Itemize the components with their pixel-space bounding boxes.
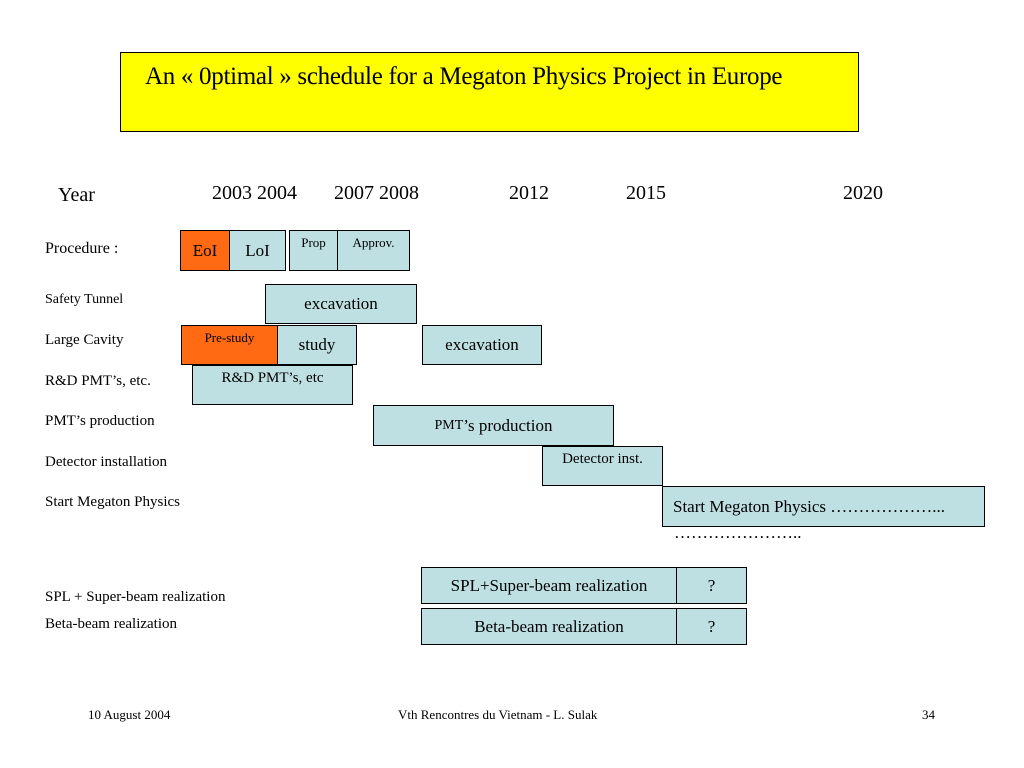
pmt-suffix: ’s production [463, 415, 553, 435]
bar-prestudy: Pre-study [181, 325, 278, 365]
row-label-large-cavity: Large Cavity [45, 332, 124, 348]
year-2015: 2015 [626, 182, 666, 204]
row-label-safety-tunnel: Safety Tunnel [45, 292, 124, 307]
bar-tunnel-excavation: excavation [265, 284, 417, 324]
bar-spl-superbeam: SPL+Super-beam realization [421, 567, 677, 604]
year-2020: 2020 [843, 182, 883, 204]
bar-spl-question: ? [676, 567, 747, 604]
row-label-spl-superbeam: SPL + Super-beam realization [45, 589, 226, 605]
bar-rnd-pmt: R&D PMT’s, etc [192, 365, 353, 405]
bar-prop: Prop [289, 230, 338, 271]
bar-study: study [277, 325, 357, 365]
start-physics-continued: ………………….. [674, 523, 802, 542]
row-label-start-physics: Start Megaton Physics [45, 494, 180, 510]
year-label: Year [58, 184, 95, 206]
bar-start-physics: Start Megaton Physics ………………... [662, 486, 985, 527]
row-label-rnd-pmt: R&D PMT’s, etc. [45, 373, 151, 389]
footer-page-number: 34 [922, 707, 935, 722]
bar-beta-question: ? [676, 608, 747, 645]
row-label-detector-installation: Detector installation [45, 454, 168, 470]
bar-beta-beam: Beta-beam realization [421, 608, 677, 645]
bar-cavity-excavation: excavation [422, 325, 542, 365]
row-label-beta-beam: Beta-beam realization [45, 616, 178, 632]
slide-title: An « 0ptimal » schedule for a Megaton Physics Project in Europe [145, 63, 783, 90]
footer-date: 10 August 2004 [88, 707, 171, 722]
year-2007-2008: 2007 2008 [334, 182, 419, 204]
title-box [120, 52, 859, 132]
row-label-pmt-production: PMT’s production [45, 413, 155, 429]
bar-loi: LoI [229, 230, 286, 271]
bar-eoi: EoI [180, 230, 230, 271]
year-2012: 2012 [509, 182, 549, 204]
bar-detector-inst: Detector inst. [542, 446, 663, 486]
bar-approv: Approv. [337, 230, 410, 271]
row-label-procedure: Procedure : [45, 240, 119, 257]
footer-conference: Vth Rencontres du Vietnam - L. Sulak [398, 707, 598, 722]
pmt-prefix: PMT [434, 417, 464, 433]
year-2003-2004: 2003 2004 [212, 182, 297, 204]
bar-pmt-production [373, 405, 614, 446]
